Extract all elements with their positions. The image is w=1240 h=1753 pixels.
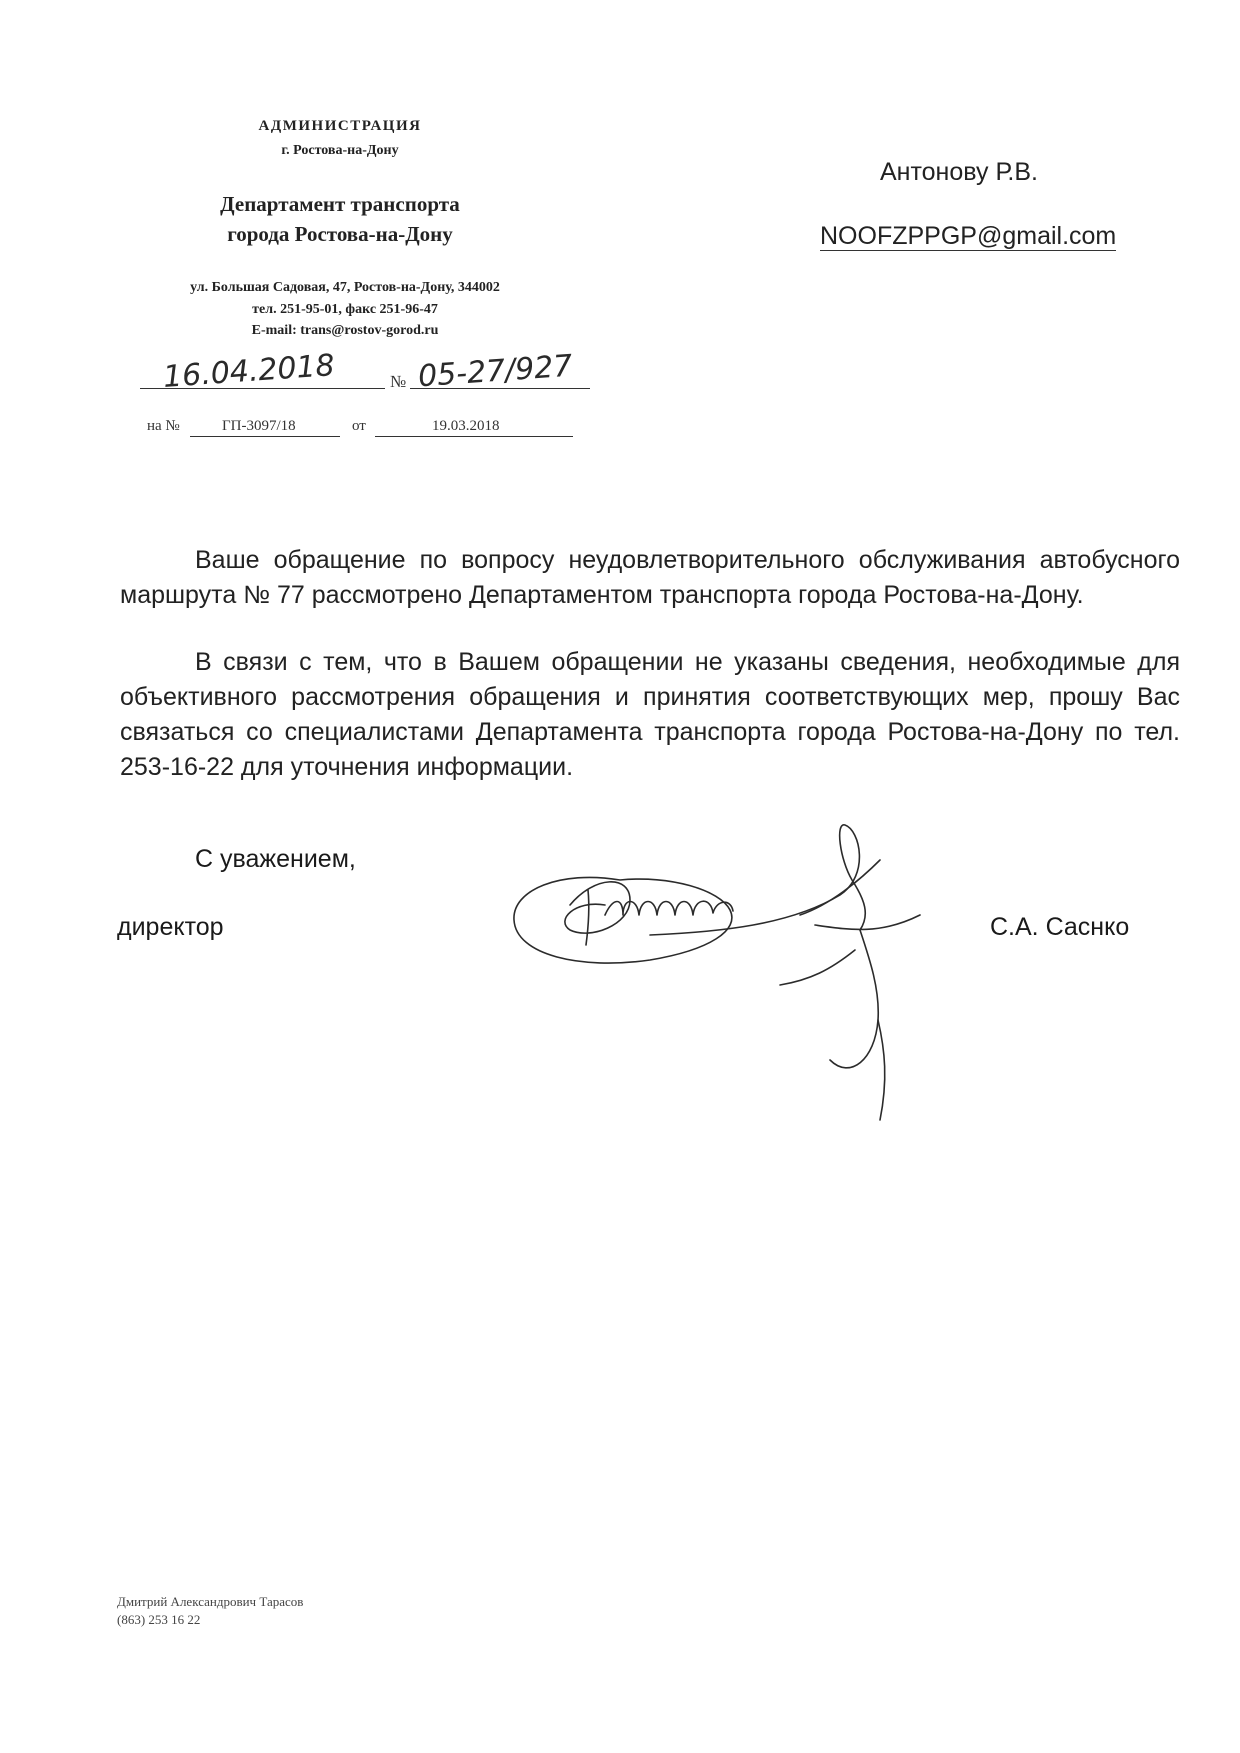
letterhead-department-line2: города Ростова-на-Дону	[227, 222, 453, 246]
letterhead-department-line1: Департамент транспорта	[220, 192, 460, 216]
executor-phone: (863) 253 16 22	[117, 1612, 201, 1627]
letterhead-org: АДМИНИСТРАЦИЯ	[258, 118, 422, 134]
letterhead-address: ул. Большая Садовая, 47, Ростов-на-Дону, 344002	[190, 280, 500, 295]
reference-number: ГП-3097/18	[222, 418, 296, 434]
body-paragraph-2: В связи с тем, что в Вашем обращении не указаны сведения, необходимые для объективного рассмотрения обращения и принятия соответствующих мер, прошу Вас связаться со специалистами Департамента транспорта города Ростова-на-Дону по тел. 253-16-22 для уточнения информации.	[120, 648, 1180, 781]
reference-prefix: на №	[147, 418, 180, 434]
addressee-email: NOOFZPPGP@gmail.com	[820, 222, 1117, 250]
letterhead-city: г. Ростова-на-Дону	[281, 143, 399, 158]
signer-position: директор	[117, 913, 224, 941]
body-paragraph-1: Ваше обращение по вопросу неудовлетворительного обслуживания автобусного маршрута № 77 рассмотрено Департаментом транспорта города Ростова-на-Дону.	[120, 546, 1180, 609]
closing-salutation: С уважением,	[195, 845, 356, 873]
executor-name: Дмитрий Александрович Тарасов	[117, 1594, 304, 1609]
registration-number: 05-27/927	[416, 348, 574, 395]
reference-number-line	[190, 436, 340, 437]
letterhead-phone-fax: тел. 251-95-01, факс 251-96-47	[252, 302, 438, 317]
reference-from: от	[352, 418, 366, 434]
signer-name: С.А. Саснко	[990, 913, 1130, 941]
reference-date-line	[375, 436, 573, 437]
registration-date: 16.04.2018	[161, 348, 336, 395]
registration-number-prefix: №	[390, 372, 407, 391]
letterhead-email: E-mail: trans@rostov-gorod.ru	[251, 323, 439, 338]
signature	[500, 820, 970, 1150]
addressee-name: Антонову Р.В.	[880, 158, 1038, 186]
reference-date: 19.03.2018	[432, 418, 500, 434]
